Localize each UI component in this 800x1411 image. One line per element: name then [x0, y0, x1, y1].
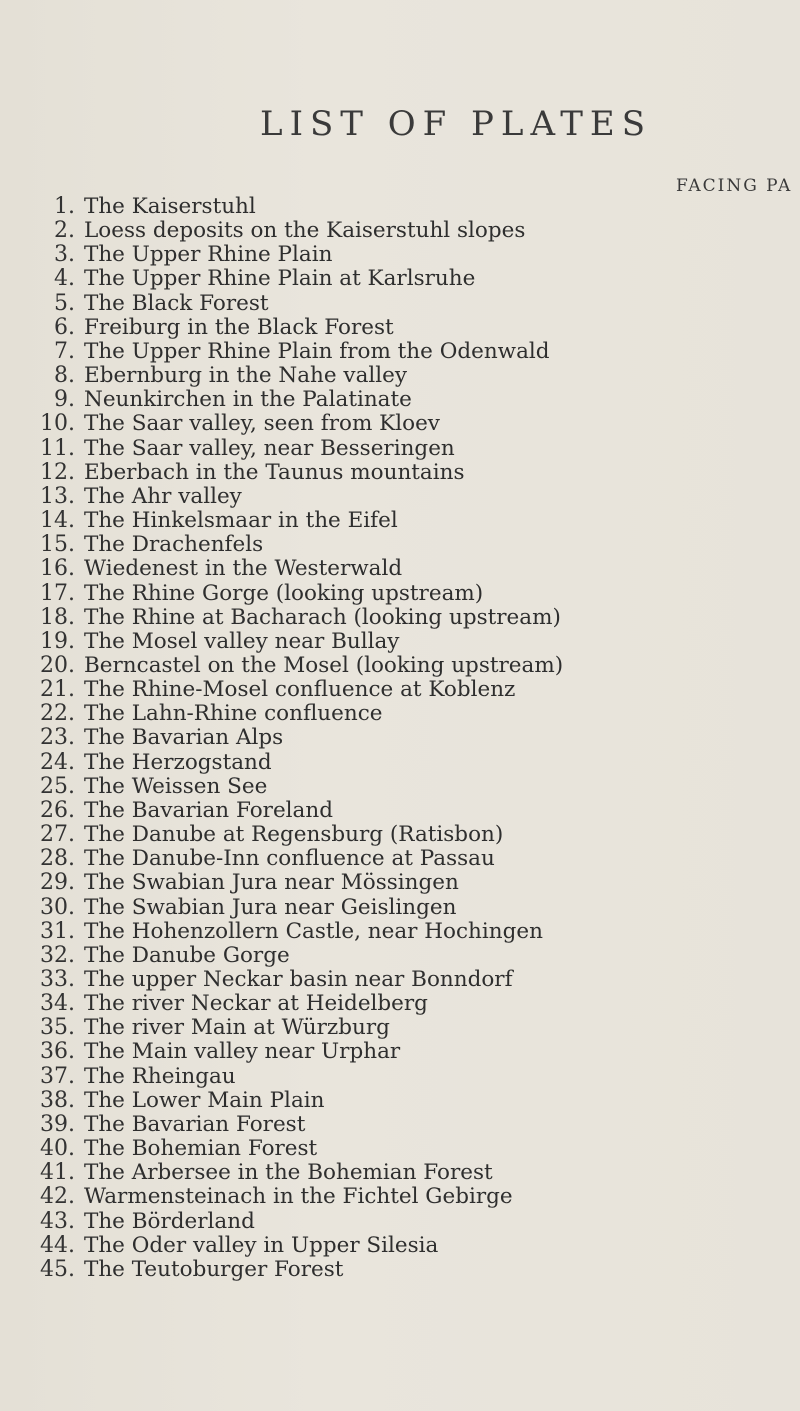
- plate-title: The Swabian Jura near Mössingen: [84, 870, 459, 896]
- plate-number: 45.: [40, 1256, 75, 1282]
- plate-number: 16.: [40, 556, 75, 582]
- plate-title: The Arbersee in the Bohemian Forest: [84, 1160, 493, 1186]
- plate-title: Warmensteinach in the Fichtel Gebirge: [84, 1184, 513, 1210]
- plate-number: 11.: [40, 435, 75, 461]
- list-item: [0, 1016, 800, 1040]
- plate-number: 37.: [40, 1063, 75, 1089]
- plate-number: 41.: [40, 1160, 75, 1186]
- plate-title: Loess deposits on the Kaiserstuhl slopes: [84, 218, 526, 244]
- list-item: [0, 847, 800, 871]
- plate-number: 6.: [54, 314, 75, 340]
- plate-number: 35.: [40, 1015, 75, 1041]
- plate-title: The upper Neckar basin near Bonndorf: [84, 967, 513, 992]
- plate-number: 4.: [54, 266, 75, 292]
- plate-number: 44.: [40, 1232, 75, 1258]
- list-item: [0, 267, 800, 291]
- plate-number: 23.: [40, 725, 75, 751]
- list-item: [0, 751, 800, 775]
- plate-number: 20.: [40, 652, 75, 678]
- plate-title: The Rheingau: [84, 1063, 236, 1089]
- plate-title: The Danube Gorge: [84, 942, 290, 968]
- list-item: [0, 871, 800, 895]
- plate-title: The Swabian Jura near Geislingen: [84, 894, 457, 920]
- plate-title: The Saar valley, seen from Kloev: [84, 411, 440, 437]
- plate-number: 43.: [40, 1208, 75, 1234]
- plate-number: 21.: [40, 677, 75, 703]
- plate-title: Ebernburg in the Nahe valley: [84, 363, 408, 389]
- page-heading: LIST OF PLATES: [260, 104, 652, 144]
- plate-title: Neunkirchen in the Palatinate: [84, 387, 412, 413]
- plate-title: The Börderland: [84, 1208, 255, 1234]
- plate-title: The Upper Rhine Plain at Karlsruhe: [84, 266, 476, 292]
- list-item: [0, 243, 800, 267]
- list-item: [0, 1185, 800, 1209]
- plate-title: The Upper Rhine Plain: [84, 242, 333, 268]
- plate-title: The Saar valley, near Besseringen: [84, 435, 455, 461]
- plate-title: The Ahr valley: [84, 483, 242, 509]
- plate-title: The Lower Main Plain: [84, 1087, 325, 1113]
- plate-title: The Upper Rhine Plain from the Odenwald: [84, 338, 550, 364]
- plate-number: 15.: [40, 532, 75, 558]
- list-item: [0, 292, 800, 316]
- plate-number: 19.: [40, 628, 75, 654]
- list-item: [0, 992, 800, 1016]
- list-item: [0, 316, 800, 340]
- plate-list: [0, 195, 800, 1282]
- plate-number: 8.: [54, 363, 75, 389]
- plate-title: The river Neckar at Heidelberg: [84, 991, 428, 1017]
- list-item: [0, 195, 800, 219]
- list-item: [0, 775, 800, 799]
- list-item: [0, 509, 800, 533]
- plate-number: 17.: [40, 580, 75, 606]
- plate-title: The Bavarian Foreland: [84, 797, 333, 823]
- plate-number: 30.: [40, 894, 75, 920]
- plate-number: 39.: [40, 1111, 75, 1137]
- list-item: [0, 678, 800, 702]
- plate-number: 29.: [40, 870, 75, 896]
- plate-number: 14.: [40, 508, 75, 534]
- list-item: [0, 388, 800, 412]
- plate-title: Eberbach in the Taunus mountains: [84, 459, 465, 485]
- plate-title: The Bohemian Forest: [84, 1136, 318, 1162]
- list-item: [0, 1137, 800, 1161]
- plate-number: 33.: [40, 967, 75, 992]
- facing-page-column-header: FACING PA: [676, 176, 793, 196]
- plate-title: The Bavarian Alps: [84, 725, 284, 751]
- list-item: [0, 896, 800, 920]
- list-item: [0, 1040, 800, 1064]
- plate-number: 2.: [54, 218, 75, 244]
- list-item: [0, 533, 800, 557]
- plate-title: The Drachenfels: [84, 532, 264, 558]
- plate-number: 31.: [40, 918, 75, 944]
- list-item: [0, 1234, 800, 1258]
- plate-number: 38.: [40, 1087, 75, 1113]
- list-item: [0, 364, 800, 388]
- plate-title: The Weissen See: [84, 773, 268, 799]
- plate-title: The Teutoburger Forest: [84, 1256, 344, 1282]
- plate-number: 5.: [54, 290, 75, 316]
- plate-number: 34.: [40, 991, 75, 1017]
- plate-number: 25.: [40, 773, 75, 799]
- list-item: [0, 1161, 800, 1185]
- plate-number: 1.: [54, 194, 75, 219]
- plate-title: The Kaiserstuhl: [84, 194, 256, 219]
- plate-title: The Main valley near Urphar: [84, 1039, 401, 1065]
- plate-title: The Rhine at Bacharach (looking upstream): [84, 604, 561, 630]
- plate-number: 36.: [40, 1039, 75, 1065]
- plate-title: The Lahn-Rhine confluence: [84, 701, 383, 727]
- list-item: [0, 630, 800, 654]
- plate-number: 13.: [40, 483, 75, 509]
- plate-number: 22.: [40, 701, 75, 727]
- plate-number: 18.: [40, 604, 75, 630]
- plate-title: The Rhine Gorge (looking upstream): [84, 580, 484, 606]
- plate-title: The river Main at Würzburg: [84, 1015, 390, 1041]
- plate-number: 24.: [40, 749, 75, 775]
- plate-number: 9.: [54, 387, 75, 413]
- plate-title: The Oder valley in Upper Silesia: [84, 1232, 439, 1258]
- plate-number: 7.: [54, 338, 75, 364]
- list-item: [0, 654, 800, 678]
- list-item: [0, 1113, 800, 1137]
- plate-title: Berncastel on the Mosel (looking upstream): [84, 652, 564, 678]
- plate-title: The Rhine-Mosel confluence at Koblenz: [84, 677, 516, 703]
- plate-title: The Danube at Regensburg (Ratisbon): [84, 822, 504, 848]
- list-item: [0, 799, 800, 823]
- list-item: [0, 1065, 800, 1089]
- plate-number: 3.: [54, 242, 75, 268]
- plate-title: The Danube-Inn confluence at Passau: [84, 846, 495, 872]
- list-item: [0, 606, 800, 630]
- list-item: [0, 823, 800, 847]
- list-item: [0, 437, 800, 461]
- list-item: [0, 1258, 800, 1282]
- plate-title: The Mosel valley near Bullay: [84, 628, 400, 654]
- list-item: [0, 219, 800, 243]
- list-item: [0, 1210, 800, 1234]
- list-item: [0, 340, 800, 364]
- list-item: [0, 702, 800, 726]
- plate-number: 10.: [40, 411, 75, 437]
- plate-number: 28.: [40, 846, 75, 872]
- list-item: [0, 412, 800, 436]
- list-item: [0, 1089, 800, 1113]
- plate-title: The Hinkelsmaar in the Eifel: [84, 508, 398, 534]
- plate-number: 26.: [40, 797, 75, 823]
- list-item: [0, 461, 800, 485]
- list-item: [0, 968, 800, 992]
- plate-title: Freiburg in the Black Forest: [84, 314, 394, 340]
- plate-number: 32.: [40, 942, 75, 968]
- plate-number: 42.: [40, 1184, 75, 1210]
- list-item: [0, 557, 800, 581]
- plate-title: The Black Forest: [84, 290, 269, 316]
- plate-number: 12.: [40, 459, 75, 485]
- list-item: [0, 944, 800, 968]
- plate-title: The Hohenzollern Castle, near Hochingen: [84, 918, 543, 944]
- plate-title: The Herzogstand: [84, 749, 272, 775]
- plate-number: 40.: [40, 1136, 75, 1162]
- list-item: [0, 485, 800, 509]
- list-item: [0, 582, 800, 606]
- plate-title: Wiedenest in the Westerwald: [84, 556, 403, 582]
- list-item: [0, 920, 800, 944]
- plate-number: 27.: [40, 822, 75, 848]
- plate-title: The Bavarian Forest: [84, 1111, 306, 1137]
- list-item: [0, 726, 800, 750]
